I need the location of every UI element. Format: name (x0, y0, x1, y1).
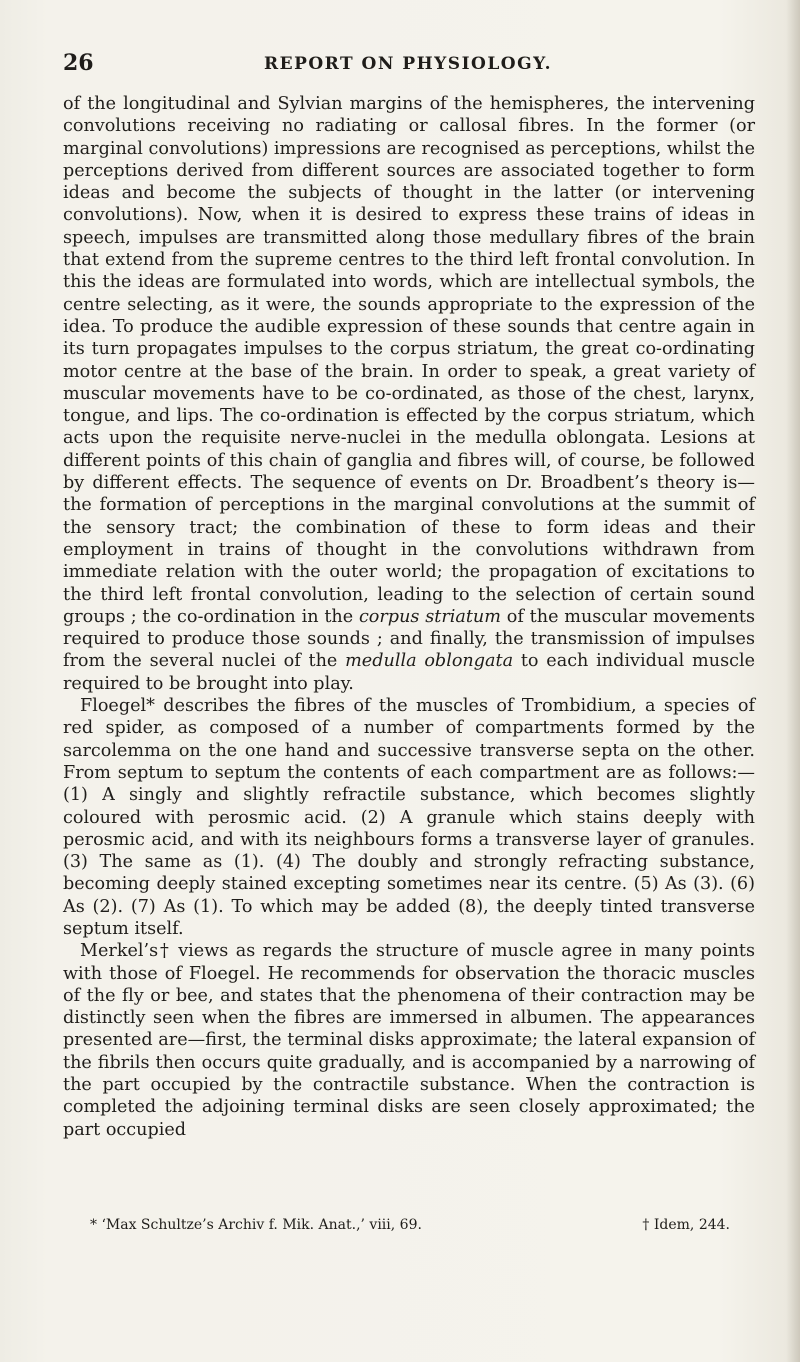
page-edge-shadow (786, 0, 800, 1362)
running-head: REPORT ON PHYSIOLOGY. (263, 54, 552, 74)
page-number: 26 (63, 50, 94, 76)
paragraph-1 (63, 93, 755, 695)
paragraph-3-text: Merkel’s† views as regards the structure of muscle agree in many points with those of Floegel. He recommends for observation the thoracic muscles of the fly or bee, and states that the phenomena of their contraction may be distinctly seen when the fibres are immersed in albumen. The appearances presented are—first, the terminal disks approximate; the lateral expansion of the fibrils then occurs quite gradually, and is accompanied by a narrowing of the part occupied by the contractile substance. When the contraction is completed the adjoining terminal disks are seen closely approximated; the part occupied (63, 941, 755, 1140)
paragraph-1-text-a: of the longitudinal and Sylvian margins of the hemispheres, the intervening convolutions receiving no radiating or callosal fibres. In the former (or marginal convolutions) impressions are recognised as perceptions, whilst the perceptions derived from different sources are associated together to form ideas and become the subjects of thought in the latter (or intervening convolutions). Now, when it is desired to express these trains of ideas in speech, impulses are transmitted along those medullary fibres of the brain that extend from the supreme centres to the third left frontal convolution. In this the ideas are formulated into words, which are intellectual symbols, the centre selecting, as it were, the sounds appropriate to the expression of the idea. To produce the audible expression of these sounds that centre again in its turn propagates impulses to the corpus striatum, the great co-ordinating motor centre at the base of the brain. In order to speak, a great variety of muscular movements have to be co-ordinated, as those of the chest, larynx, tongue, and lips. The co-ordination is effected by the corpus striatum, which acts upon the requisite nerve-nuclei in the medulla oblongata. Lesions at different points of this chain of ganglia and fibres will, of course, be followed by different effects. The sequence of events on Dr. Broadbent’s theory is—the formation of perceptions in the marginal convolutions at the summit of the sensory tract; the combination of these to form ideas and their employment in trains of thought in the convolutions withdrawn from immediate relation with the outer world; the propagation of excitations to the third left frontal convolution, leading to the selection of certain sound groups ; the co-ordination in the (63, 94, 755, 627)
paragraph-1-italic-medulla-oblongata: medulla oblongata (345, 651, 514, 672)
paragraph-3 (63, 940, 755, 1141)
footnote-1: * ‘Max Schultze’s Archiv f. Mik. Anat.,’ viii, 69. (90, 1217, 422, 1233)
page-header (63, 50, 753, 80)
paragraph-1-text-c: to each individual muscle required to be brought into play. (63, 651, 755, 694)
paragraph-1-text-b: of the muscular movements required to produce those sounds ; and finally, the transmission of impulses from the several nuclei of the (63, 606, 755, 672)
paragraph-2-text: Floegel* describes the fibres of the muscles of Trombidium, a species of red spider, as composed of a number of compartments formed by the sarcolemma on the one hand and successive transverse septa on the other. From septum to septum the contents of each compartment are as follows:—(1) A singly and slightly refractile substance, which becomes slightly coloured with perosmic acid. (2) A granule which stains deeply with perosmic acid, and with its neighbours forms a transverse layer of granules. (3) The same as (1). (4) The doubly and strongly refracting substance, becoming deeply stained excepting sometimes near its centre. (5) As (3). (6) As (2). (7) As (1). To which may be added (8), the deeply tinted transverse septum itself. (63, 696, 755, 939)
paragraph-2 (63, 695, 755, 940)
paragraph-1-italic-corpus-striatum: corpus striatum (358, 606, 501, 627)
footnote-2: † Idem, 244. (642, 1217, 730, 1233)
body-text (63, 93, 755, 1141)
